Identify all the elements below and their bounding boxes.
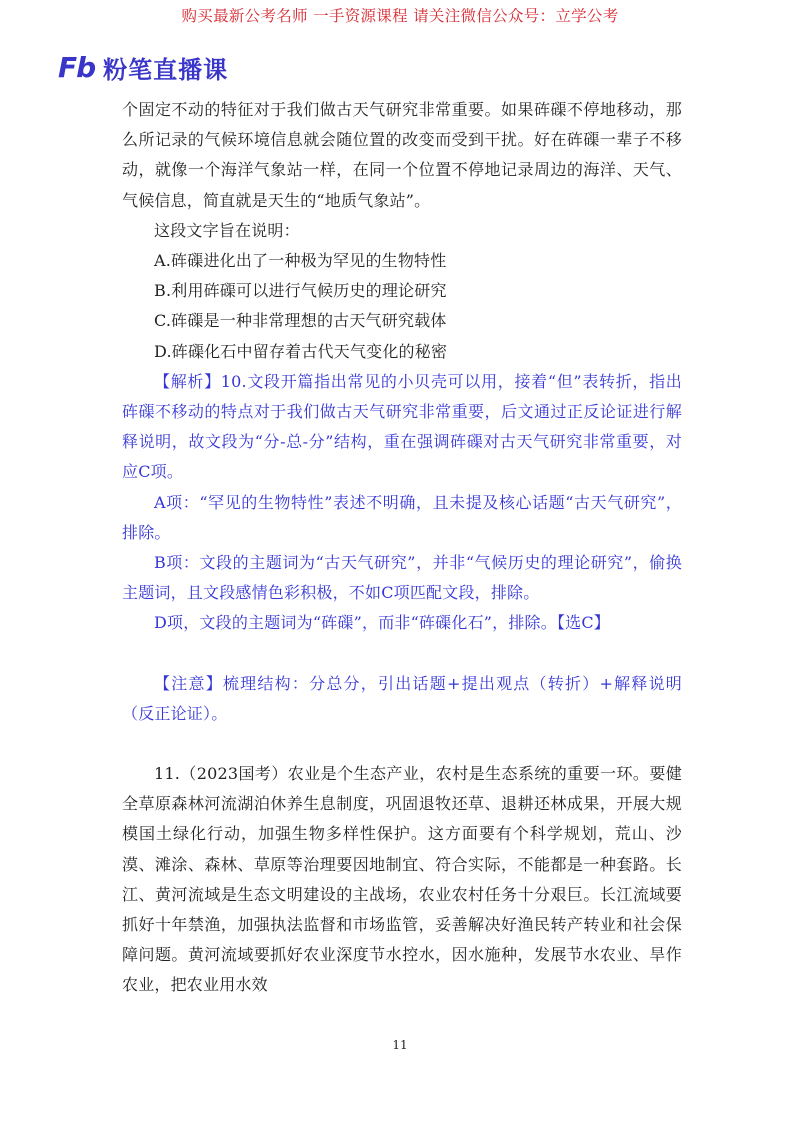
analysis-option-b: B项：文段的主题词为“古天气研究”，并非“气候历史的理论研究”，偷换主题词，且文段感情色彩积极，不如C项匹配文段，排除。 — [122, 553, 682, 603]
analysis-option-a: A项：“罕见的生物特性”表述不明确，且未提及核心话题“古天气研究”，排除。 — [122, 492, 682, 542]
question-stem: 这段文字旨在说明： — [154, 220, 300, 240]
logo-text: 粉笔直播课 — [103, 56, 229, 84]
option-d: D.砗磲化石中留存着古代天气变化的秘密 — [154, 341, 448, 361]
option-a: A.砗磲进化出了一种极为罕见的生物特性 — [154, 251, 447, 271]
option-c: C.砗磲是一种非常理想的古天气研究载体 — [154, 311, 447, 331]
passage-continuation: 个固定不动的特征对于我们做古天气研究非常重要。如果砗磲不停地移动，那么所记录的气候环境信息就会随位置的改变而受到干扰。好在砗磲一辈子不移动，就像一个海洋气象站一样，在同一个位置不停地记录周边的海洋、天气、气候信息，简直就是天生的“地质气象站”。 — [122, 100, 682, 210]
promo-banner: 购买最新公考名师 一手资源课程 请关注微信公众号：立学公考 — [181, 7, 619, 25]
analysis-option-d: D项，文段的主题词为“砗磲”，而非“砗磲化石”，排除。【选C】 — [154, 613, 610, 633]
option-b: B.利用砗磲可以进行气候历史的理论研究 — [154, 281, 447, 301]
note-paragraph: 【注意】梳理结构：分总分，引出话题+提出观点（转折）+解释说明（反正论证）。 — [122, 673, 682, 723]
analysis-paragraph: 【解析】10.文段开篇指出常见的小贝壳可以用，接着“但”表转折，指出砗磲不移动的特点对于我们做古天气研究非常重要，后文通过正反论证进行解释说明，故文段为“分-总-分”结构，重在强调砗磲对古天气研究非常重要，对应C项。 — [122, 371, 682, 482]
logo-mark: Fb — [58, 51, 96, 84]
brand-logo — [58, 50, 228, 85]
question-11: 11.（2023国考）农业是个生态产业，农村是生态系统的重要一环。要健全草原森林河流湖泊休养生息制度，巩固退牧还草、退耕还林成果，开展大规模国土绿化行动，加强生物多样性保护。这方面要有个科学规划，荒山、沙漠、滩涂、森林、草原等治理要因地制宜、符合实际，不能都是一种套路。长江、黄河流域是生态文明建设的主战场，农业农村任务十分艰巨。长江流域要抓好十年禁渔，加强执法监督和市场监管，妥善解决好渔民转产转业和社会保障问题。黄河流域要抓好农业深度节水控水，因水施种，发展节水农业、旱作农业，把农业用水效 — [122, 764, 682, 995]
document-body — [122, 95, 682, 1001]
page-number: 11 — [392, 1038, 408, 1052]
